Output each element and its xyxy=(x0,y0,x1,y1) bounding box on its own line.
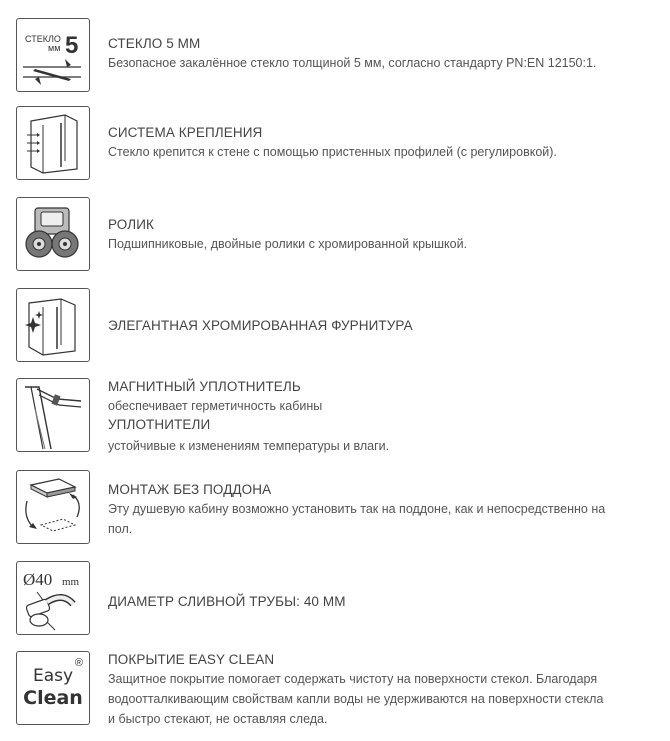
feature-desc: Подшипниковые, двойные ролики с хромированной крышкой. xyxy=(108,237,468,251)
drain-pipe-icon xyxy=(16,561,90,635)
feature-desc-line: водоотталкивающим свойствам капли воды не удерживаются на поверхности стекла xyxy=(108,692,604,706)
icon-text-glass: СТЕКЛО xyxy=(25,34,61,44)
feature-title: МОНТАЖ БЕЗ ПОДДОНА xyxy=(108,482,272,497)
feature-drain xyxy=(16,561,664,635)
feature-desc: Безопасное закалённое стекло толщиной 5 мм, согласно стандарту PN:EN 12150:1. xyxy=(108,56,597,70)
magnetic-seal-icon xyxy=(16,378,90,452)
feature-desc-2: устойчивые к изменениям температуры и влаги. xyxy=(108,439,390,453)
feature-easy-clean xyxy=(16,651,664,731)
feature-desc-line: и быстро стекают, не оставляя следа. xyxy=(108,712,328,726)
registered-mark: ® xyxy=(74,657,83,669)
feature-title: СИСТЕМА КРЕПЛЕНИЯ xyxy=(108,125,263,140)
feature-title: РОЛИК xyxy=(108,217,154,232)
feature-title: ПОКРЫТИЕ EASY CLEAN xyxy=(108,652,275,667)
feature-title: МАГНИТНЫЙ УПЛОТНИТЕЛЬ xyxy=(108,379,301,394)
feature-desc-line: Защитное покрытие помогает содержать чистоту на поверхности стекол. Благодаря xyxy=(108,672,598,686)
feature-title: ДИАМЕТР СЛИВНОЙ ТРУБЫ: 40 ММ xyxy=(108,594,346,609)
feature-glass xyxy=(16,18,664,92)
feature-desc xyxy=(108,499,664,539)
feature-desc: Стекло крепится к стене с помощью пристенных профилей (с регулировкой). xyxy=(108,145,557,159)
feature-desc: обеспечивает герметичность кабины xyxy=(108,399,323,413)
feature-mounting xyxy=(16,106,664,180)
feature-desc-line: Эту душевую кабину возможно установить так на поддоне, как и непосредственно на xyxy=(108,502,606,516)
feature-title: СТЕКЛО 5 ММ xyxy=(108,36,201,51)
feature-fittings xyxy=(16,288,664,362)
glass-thickness-icon xyxy=(16,18,90,92)
icon-text-diameter: Ø40 xyxy=(23,570,53,589)
feature-desc xyxy=(108,669,664,729)
feature-desc-line: пол. xyxy=(108,522,133,536)
easy-clean-word-1: Easy xyxy=(32,666,74,686)
icon-text-unit: mm xyxy=(62,576,80,588)
roller-icon xyxy=(16,197,90,271)
easy-clean-word-2: Clean xyxy=(23,687,83,709)
easy-clean-icon xyxy=(16,651,90,725)
feature-seal xyxy=(16,378,664,452)
icon-number: 5 xyxy=(65,32,79,59)
icon-text-mm: мм xyxy=(48,43,61,53)
feature-title-2: УПЛОТНИТЕЛИ xyxy=(108,417,211,432)
chrome-fittings-icon xyxy=(16,288,90,362)
feature-roller xyxy=(16,197,664,271)
feature-title: ЭЛЕГАНТНАЯ ХРОМИРОВАННАЯ ФУРНИТУРА xyxy=(108,318,413,333)
no-tray-install-icon xyxy=(16,470,90,544)
feature-install xyxy=(16,470,664,544)
mounting-system-icon xyxy=(16,106,90,180)
